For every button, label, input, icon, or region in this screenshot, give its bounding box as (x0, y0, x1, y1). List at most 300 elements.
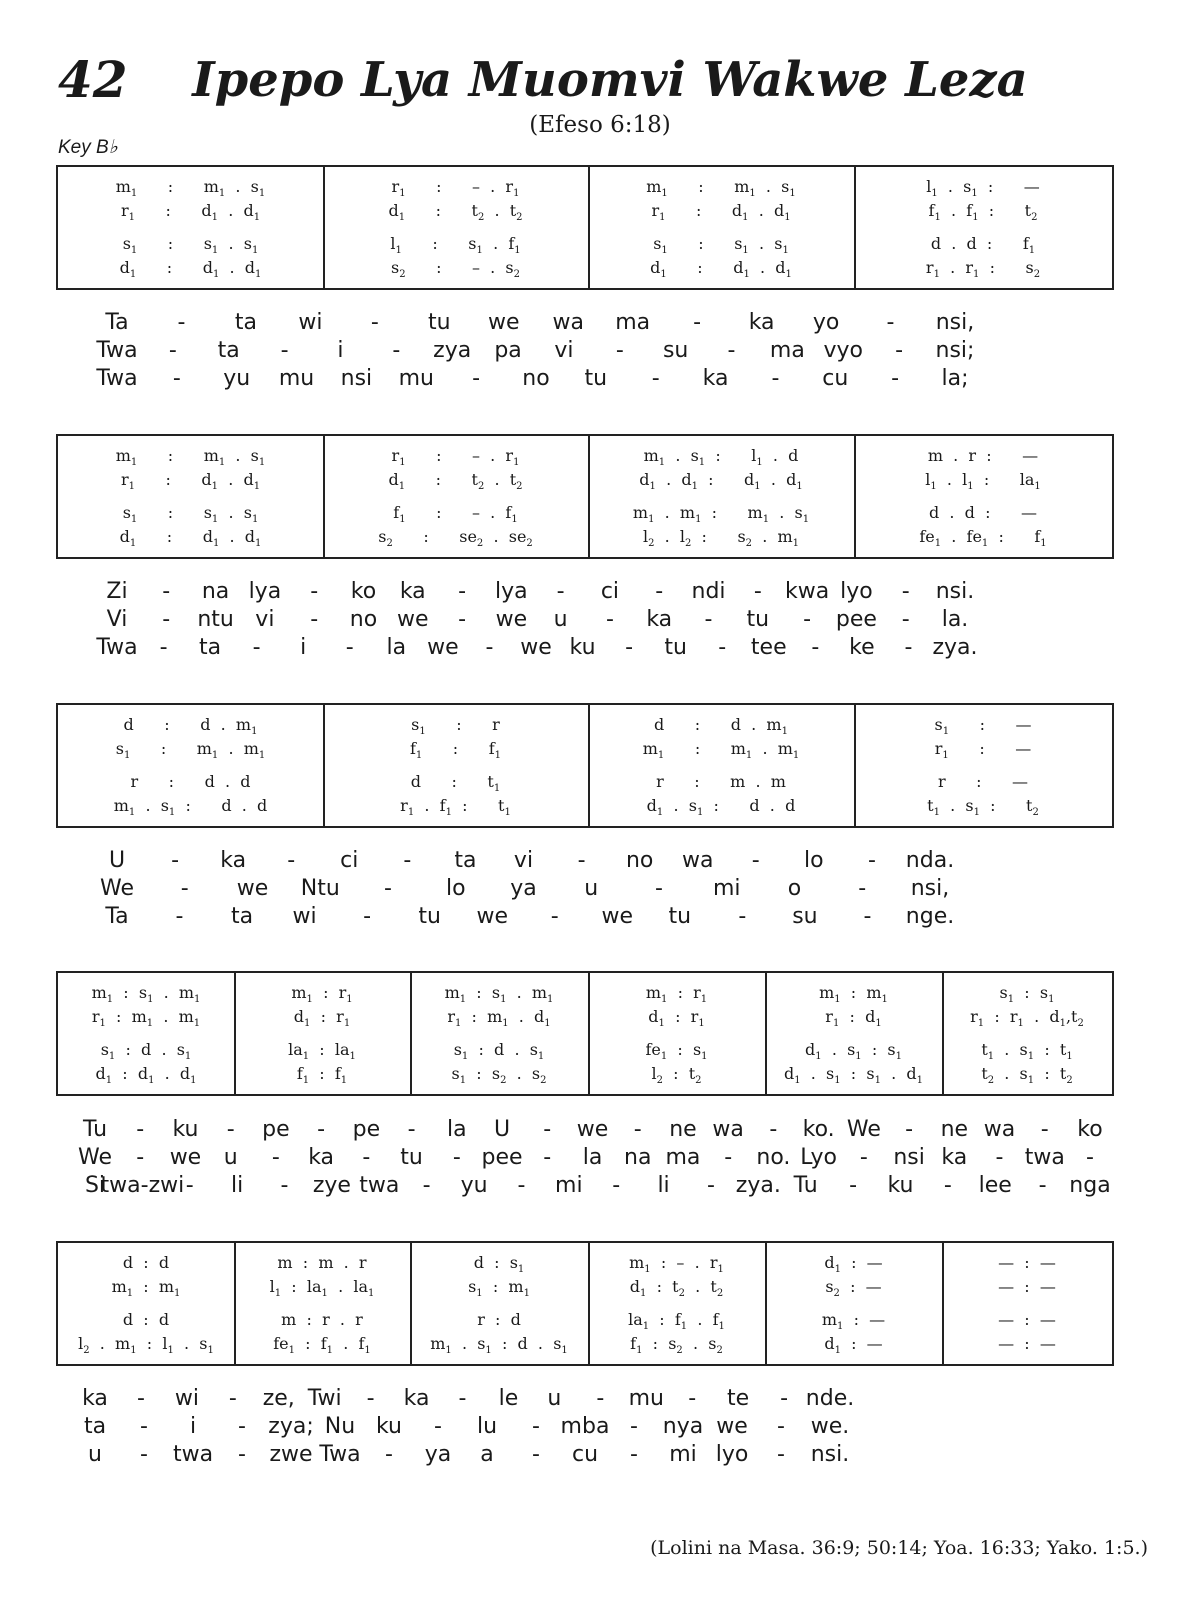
solfa-measure: d : d (122, 1310, 170, 1329)
solfa-measure: $d_1$ : $r_1$ (293, 1007, 351, 1030)
lyric-syllable: te (727, 1386, 750, 1411)
lyric-syllable: ko (350, 579, 377, 604)
lyric-syllable: Nu (324, 1414, 356, 1439)
lyric-syllable: su (662, 338, 689, 363)
solfa-measure: $d_1$ . $d_1$ : $d_1$ . $d_1$ (639, 470, 803, 493)
lyric-syllable: lu (476, 1414, 498, 1439)
lyric-syllable: ci (340, 848, 359, 873)
lyric-syllable: ku (569, 635, 596, 660)
lyric-syllable: tu (584, 366, 608, 391)
solfa-measure: d : d (122, 1253, 170, 1272)
lyric-syllable: Ntu (300, 876, 340, 901)
lyric-hyphen: - (630, 1414, 638, 1439)
lyric-hyphen: - (252, 635, 261, 660)
lyric-hyphen: - (136, 1386, 145, 1411)
solfa-measure: $m_1$ : $m_1$ . $s_1$ (646, 177, 796, 200)
lyric-syllable: tu (668, 904, 692, 929)
lyric-syllable: ku (375, 1414, 403, 1439)
lyric-hyphen: - (136, 1117, 145, 1142)
lyric-syllable: mu (628, 1386, 664, 1411)
lyric-hyphen: - (901, 607, 910, 632)
lyric-syllable: ta (217, 338, 240, 363)
lyric-syllable: ka (748, 310, 775, 335)
lyric-line (0, 876, 1200, 902)
solfa-measure: $l_2$ : $t_2$ (651, 1064, 702, 1087)
solfa-measure: $d_1$ : $d_1$ . $d_1$ (119, 527, 262, 550)
lyric-syllable: ka (399, 579, 426, 604)
lyric-hyphen: - (310, 607, 319, 632)
lyric-hyphen: - (159, 635, 168, 660)
lyric-hyphen: - (485, 635, 494, 660)
solfa-measure: — : — (998, 1253, 1056, 1272)
lyric-syllable: Twa (96, 338, 138, 363)
solfa-measure: $r_1$ : $d_1$ (825, 1007, 882, 1030)
lyric-line (0, 1442, 1200, 1468)
solfa-measure: $r_1$ : – . $r_1$ (391, 446, 520, 469)
solfa-measure: r : — (937, 772, 1029, 791)
lyric-syllable: Tu (82, 1117, 108, 1142)
lyric-syllable: zya; (268, 1414, 314, 1439)
solfa-measure: $m_1$ : $s_1$ . $m_1$ (91, 983, 201, 1006)
lyric-syllable: nge. (905, 904, 955, 929)
lyric-hyphen: - (472, 366, 481, 391)
lyric-syllable: Twa (319, 1442, 361, 1467)
lyric-line (0, 338, 1200, 364)
lyric-hyphen: - (162, 579, 171, 604)
solfa-measure: — : — (998, 1310, 1056, 1329)
lyric-hyphen: - (655, 579, 664, 604)
lyric-syllable: ya (424, 1442, 452, 1467)
lyric-hyphen: - (651, 366, 660, 391)
solfa-measure: $l_2$ . $m_1$ : $l_1$ . $s_1$ (78, 1334, 214, 1357)
lyric-syllable: la (447, 1117, 467, 1142)
solfa-measure: $l_1$ . $s_1$ : — (926, 177, 1040, 200)
lyric-syllable: nsi. (810, 1442, 850, 1467)
lyric-hyphen: - (771, 366, 780, 391)
lyric-syllable: vi (255, 607, 275, 632)
solfa-measure: d : $s_1$ (473, 1253, 525, 1276)
lyric-syllable: nsi, (910, 876, 950, 901)
lyric-syllable: i (300, 635, 307, 660)
lyric-hyphen: - (858, 876, 867, 901)
lyric-hyphen: - (596, 1386, 605, 1411)
solfa-measure: $d_1$ : $t_2$ . $t_2$ (388, 470, 523, 493)
lyric-hyphen: - (753, 579, 762, 604)
solfa-measure: m : r . r (281, 1310, 363, 1329)
lyric-hyphen: - (228, 1386, 237, 1411)
lyric-hyphen: - (769, 1117, 778, 1142)
lyric-syllable: no (522, 366, 550, 391)
lyric-hyphen: - (867, 848, 876, 873)
lyric-syllable: nga (1069, 1173, 1111, 1198)
lyric-hyphen: - (633, 1117, 642, 1142)
staff-system-4 (56, 971, 1114, 1096)
lyric-syllable: mu (398, 366, 434, 391)
lyric-hyphen: - (171, 848, 180, 873)
lyric-syllable: zya. (932, 635, 978, 660)
lyric-syllable: tu (400, 1145, 423, 1170)
lyric-hyphen: - (706, 1173, 715, 1198)
lyric-syllable: we (169, 1145, 202, 1170)
staff-system-3 (56, 703, 1114, 828)
lyric-syllable: ku (887, 1173, 914, 1198)
lyric-hyphen: - (280, 1173, 289, 1198)
lyric-hyphen: - (630, 1442, 638, 1467)
footer-references: (Lolini na Masa. 36:9; 50:14; Yoa. 16:33; Yako. 1:5.) (650, 1537, 1148, 1559)
lyric-syllable: we. (810, 1414, 850, 1439)
solfa-measure: $d_1$ : $d_1$ . $d_1$ (119, 258, 262, 281)
solfa-measure: $la_1$ : $f_1$ . $f_1$ (628, 1310, 725, 1333)
solfa-measure: $s_1$ : $m_1$ (468, 1277, 530, 1300)
solfa-measure: $d_1$ : $t_2$ . $t_2$ (388, 201, 523, 224)
staff-system-5 (56, 1241, 1114, 1366)
lyric-syllable: wa (681, 848, 714, 873)
lyric-hyphen: - (140, 1414, 148, 1439)
lyric-syllable: We (100, 876, 134, 901)
lyric-syllable: mi (669, 1442, 697, 1467)
solfa-measure: r : d (477, 1310, 521, 1329)
lyric-syllable: ka (403, 1386, 430, 1411)
lyric-syllable: ne (669, 1117, 697, 1142)
lyric-syllable: Twa (96, 635, 138, 660)
lyric-syllable: la. (941, 607, 969, 632)
lyric-hyphen: - (168, 338, 177, 363)
lyric-hyphen: - (605, 607, 614, 632)
lyric-syllable: ku (172, 1117, 199, 1142)
lyric-hyphen: - (280, 338, 289, 363)
lyric-syllable: lyo (840, 579, 873, 604)
lyric-hyphen: - (366, 1386, 375, 1411)
solfa-measure: $l_1$ . $l_1$ : $la_1$ (925, 470, 1041, 493)
lyric-hyphen: - (688, 1386, 697, 1411)
lyric-syllable: pee (481, 1145, 523, 1170)
solfa-measure: d . d : — (929, 503, 1037, 522)
lyric-syllable: li (657, 1173, 670, 1198)
lyric-hyphen: - (271, 1145, 280, 1170)
lyric-syllable: ta (454, 848, 477, 873)
lyric-syllable: la (582, 1145, 603, 1170)
solfa-measure: $s_1$ : $s_1$ (999, 983, 1055, 1006)
lyric-syllable: pe (262, 1117, 290, 1142)
solfa-measure: d : d . $m_1$ (654, 715, 788, 738)
lyric-syllable: U (493, 1117, 511, 1142)
lyric-syllable: i (337, 338, 344, 363)
lyric-hyphen: - (172, 366, 181, 391)
lyric-syllable: tu (664, 635, 687, 660)
lyric-syllable: u (584, 876, 599, 901)
lyric-syllable: nde. (805, 1386, 855, 1411)
solfa-measure: m : m . r (277, 1253, 367, 1272)
solfa-measure: $fe_1$ : $f_1$ . $f_1$ (273, 1334, 371, 1357)
lyric-syllable: ka (941, 1145, 968, 1170)
lyric-line (0, 579, 1200, 605)
lyric-syllable: wi (292, 904, 317, 929)
lyric-syllable: ta (234, 310, 257, 335)
solfa-measure: $r_1$ : $d_1$ . $d_1$ (120, 201, 261, 224)
lyric-syllable: na (624, 1145, 652, 1170)
lyric-hyphen: - (751, 848, 760, 873)
lyric-syllable: we (576, 1117, 609, 1142)
lyric-syllable: ka (308, 1145, 335, 1170)
hymn-number: 42 (58, 50, 128, 109)
lyric-syllable: vi (554, 338, 574, 363)
lyric-line (0, 1173, 1200, 1199)
lyric-syllable: yo (812, 310, 840, 335)
lyric-syllable: we (520, 635, 552, 660)
solfa-measure: $fe_1$ : $s_1$ (645, 1040, 708, 1063)
solfa-measure: $f_1$ : $s_2$ . $s_2$ (630, 1334, 723, 1357)
lyric-line (0, 1414, 1200, 1440)
lyric-syllable: nsi (893, 1145, 925, 1170)
solfa-measure: $d_1$ : $r_1$ (648, 1007, 705, 1030)
lyric-hyphen: - (532, 1414, 540, 1439)
lyric-syllable: ka (646, 607, 673, 632)
lyric-syllable: i (189, 1414, 197, 1439)
lyric-syllable: ma (615, 310, 651, 335)
solfa-measure: $d_1$ : — (824, 1334, 883, 1357)
solfa-measure: $l_1$ : $s_1$ . $f_1$ (390, 234, 521, 257)
lyric-syllable: Ta (105, 310, 129, 335)
lyric-syllable: Si (84, 1173, 106, 1198)
lyric-syllable: we (488, 310, 520, 335)
solfa-measure: $s_1$ : d . $s_1$ (453, 1040, 545, 1063)
solfa-measure: $f_1$ : $f_1$ (409, 739, 501, 762)
lyric-line (0, 366, 1200, 392)
solfa-measure: $fe_1$ . $fe_1$ : $f_1$ (919, 527, 1047, 550)
solfa-measure: $s_1$ : $s_2$ . $s_2$ (451, 1064, 547, 1087)
lyric-hyphen: - (550, 904, 559, 929)
lyric-hyphen: - (943, 1173, 952, 1198)
solfa-measure: $l_1$ : $la_1$ . $la_1$ (269, 1277, 375, 1300)
lyric-hyphen: - (162, 607, 171, 632)
lyric-syllable: we (476, 904, 508, 929)
lyric-syllable: we (236, 876, 269, 901)
lyric-hyphen: - (1038, 1173, 1047, 1198)
lyric-hyphen: - (556, 579, 565, 604)
lyric-syllable: pe (352, 1117, 381, 1142)
solfa-measure: d : d . $m_1$ (123, 715, 258, 738)
lyric-hyphen: - (434, 1414, 442, 1439)
solfa-measure: $f_1$ : – . $f_1$ (393, 503, 518, 526)
solfa-measure: $m_1$ : $m_1$ . $m_1$ (642, 739, 800, 762)
lyric-syllable: wi (298, 310, 323, 335)
lyric-syllable: ta (199, 635, 222, 660)
lyric-syllable: we (495, 607, 528, 632)
lyric-hyphen: - (738, 904, 747, 929)
solfa-measure: $s_1$ : d . $s_1$ (100, 1040, 192, 1063)
lyric-hyphen: - (226, 1117, 235, 1142)
solfa-measure: r : d . d (130, 772, 251, 791)
lyric-syllable: twa (1024, 1145, 1065, 1170)
lyric-hyphen: - (724, 1145, 733, 1170)
lyric-syllable: zya. (735, 1173, 781, 1198)
lyric-syllable: ndi (691, 579, 726, 604)
lyric-hyphen: - (543, 1117, 552, 1142)
solfa-measure: d : $t_1$ (410, 772, 501, 795)
solfa-measure: $f_1$ . $f_1$ : $t_2$ (928, 201, 1038, 224)
lyric-syllable: we (396, 607, 429, 632)
lyric-syllable: ka (702, 366, 729, 391)
lyric-syllable: ko. (802, 1117, 835, 1142)
lyric-syllable: nsi, (935, 310, 975, 335)
lyric-hyphen: - (777, 1414, 785, 1439)
lyric-hyphen: - (287, 848, 296, 873)
lyric-hyphen: - (362, 1145, 371, 1170)
solfa-measure: $d_1$ . $s_1$ : d . d (646, 796, 796, 819)
lyric-syllable: cu (822, 366, 849, 391)
lyric-line (0, 310, 1200, 336)
lyric-hyphen: - (177, 310, 186, 335)
lyric-syllable: mi (555, 1173, 583, 1198)
lyric-hyphen: - (905, 1117, 914, 1142)
lyric-hyphen: - (886, 310, 895, 335)
lyric-syllable: mi (712, 876, 741, 901)
lyric-syllable: mba (560, 1414, 610, 1439)
lyric-hyphen: - (317, 1117, 326, 1142)
lyric-syllable: o (787, 876, 802, 901)
lyric-hyphen: - (385, 1442, 393, 1467)
solfa-measure: $d_1$ . $s_1$ : $s_1$ . $d_1$ (783, 1064, 923, 1087)
lyric-syllable: pa (494, 338, 522, 363)
lyric-syllable: a (480, 1442, 494, 1467)
solfa-measure: $r_1$ : – . $r_1$ (391, 177, 520, 200)
lyric-syllable: wa (712, 1117, 744, 1142)
lyric-syllable: zye (312, 1173, 351, 1198)
solfa-measure: $m_1$ . $m_1$ : $m_1$ . $s_1$ (632, 503, 810, 526)
solfa-measure: $f_1$ : $f_1$ (296, 1064, 348, 1087)
lyric-hyphen: - (704, 607, 713, 632)
solfa-measure: $t_2$ . $s_1$ : $t_2$ (981, 1064, 1073, 1087)
lyric-syllable: pee (835, 607, 877, 632)
lyric-syllable: vyo (823, 338, 864, 363)
solfa-measure: $l_2$ . $l_2$ : $s_2$ . $m_1$ (642, 527, 800, 550)
lyric-syllable: yu (460, 1173, 488, 1198)
solfa-measure: $s_1$ : $s_1$ . $s_1$ (122, 503, 259, 526)
lyric-hyphen: - (392, 338, 401, 363)
lyric-hyphen: - (811, 635, 820, 660)
lyric-syllable: Twa (96, 366, 138, 391)
lyric-hyphen: - (363, 904, 372, 929)
lyric-syllable: ya (510, 876, 537, 901)
lyric-hyphen: - (780, 1386, 789, 1411)
lyric-hyphen: - (238, 1442, 246, 1467)
solfa-measure: $m_1$ : $m_1$ (819, 983, 888, 1006)
solfa-measure: r : m . m (656, 772, 786, 791)
lyric-syllable: u (553, 607, 568, 632)
lyric-hyphen: - (452, 1145, 461, 1170)
lyric-hyphen: - (895, 338, 904, 363)
solfa-measure: $r_1$ . $f_1$ : $t_1$ (400, 796, 511, 819)
solfa-measure: $m_1$ : $m_1$ (111, 1277, 181, 1300)
lyric-syllable: u (547, 1386, 562, 1411)
lyric-syllable: we (716, 1414, 748, 1439)
lyric-syllable: twa-zwi (100, 1173, 185, 1198)
lyric-syllable: wa (552, 310, 584, 335)
solfa-measure: $t_1$ . $s_1$ : $t_1$ (981, 1040, 1073, 1063)
lyric-syllable: tee (750, 635, 787, 660)
solfa-measure: — : — (998, 1334, 1056, 1353)
solfa-measure: $r_1$ : $m_1$ . $m_1$ (91, 1007, 201, 1030)
lyric-hyphen: - (777, 1442, 785, 1467)
solfa-measure: $s_2$ : — (825, 1277, 882, 1300)
lyric-syllable: ta (231, 904, 254, 929)
solfa-measure: — : — (998, 1277, 1056, 1296)
solfa-measure: $m_1$ : $s_1$ . $m_1$ (444, 983, 554, 1006)
lyric-hyphen: - (1086, 1145, 1094, 1170)
lyric-syllable: ma (665, 1145, 701, 1170)
lyric-hyphen: - (140, 1442, 148, 1467)
solfa-measure: $r_1$ : $d_1$ . $d_1$ (120, 470, 261, 493)
lyric-hyphen: - (849, 1173, 858, 1198)
lyric-syllable: Zi (106, 579, 128, 604)
lyric-hyphen: - (1040, 1117, 1049, 1142)
lyric-line (0, 1117, 1200, 1143)
lyric-syllable: u (88, 1442, 102, 1467)
lyric-syllable: u (223, 1145, 238, 1170)
lyric-hyphen: - (859, 1145, 868, 1170)
lyric-hyphen: - (577, 848, 586, 873)
lyric-syllable: lo (445, 876, 466, 901)
solfa-measure: $m_1$ . $s_1$ : d . d (113, 796, 268, 819)
lyric-syllable: twa (172, 1442, 214, 1467)
lyric-line (0, 904, 1200, 930)
lyric-syllable: we (601, 904, 634, 929)
lyric-syllable: le (498, 1386, 519, 1411)
lyric-syllable: U (108, 848, 126, 873)
solfa-measure: $r_1$ : — (934, 739, 1032, 762)
lyric-syllable: Tu (793, 1173, 818, 1198)
lyric-line (0, 1386, 1200, 1412)
lyric-line (0, 607, 1200, 633)
lyric-syllable: lo (804, 848, 824, 873)
lyric-syllable: Twi (307, 1386, 342, 1411)
solfa-measure: $d_1$ : $d_1$ . $d_1$ (95, 1064, 197, 1087)
solfa-measure: $r_1$ . $r_1$ : $s_2$ (925, 258, 1041, 281)
solfa-measure: $r_1$ : $d_1$ . $d_1$ (651, 201, 791, 224)
lyric-syllable: no (349, 607, 378, 632)
lyric-syllable: nya (662, 1414, 704, 1439)
solfa-measure: $la_1$ : $la_1$ (288, 1040, 356, 1063)
solfa-measure: $d_1$ . $s_1$ : $s_1$ (805, 1040, 902, 1063)
lyric-hyphen: - (384, 876, 392, 901)
lyric-syllable: cu (571, 1442, 599, 1467)
lyric-syllable: Vi (106, 607, 128, 632)
lyric-syllable: Ta (105, 904, 129, 929)
solfa-measure: $m_1$ : $m_1$ . $s_1$ (115, 446, 266, 469)
lyric-hyphen: - (180, 876, 189, 901)
solfa-measure: $m_1$ : — (821, 1310, 886, 1333)
solfa-measure: $s_1$ : — (934, 715, 1032, 738)
lyric-hyphen: - (612, 1173, 621, 1198)
lyric-hyphen: - (543, 1145, 552, 1170)
lyric-syllable: vi (513, 848, 534, 873)
solfa-measure: $s_1$ : $s_1$ . $s_1$ (122, 234, 259, 257)
lyric-syllable: kwa (785, 579, 830, 604)
solfa-measure: $d_1$ : — (824, 1253, 883, 1276)
lyric-hyphen: - (718, 635, 727, 660)
lyric-hyphen: - (803, 607, 812, 632)
lyric-line (0, 635, 1200, 661)
solfa-measure: $m_1$ . $s_1$ : d . $s_1$ (430, 1334, 568, 1357)
lyric-hyphen: - (407, 1117, 416, 1142)
scripture-reference: (Efeso 6:18) (529, 112, 671, 138)
lyric-syllable: ta (83, 1414, 107, 1439)
lyric-syllable: tu (418, 904, 441, 929)
lyric-syllable: zya (433, 338, 472, 363)
lyric-syllable: ko (1077, 1117, 1103, 1142)
solfa-measure: $s_1$ : r (411, 715, 500, 738)
solfa-measure: $m_1$ : – . $r_1$ (629, 1253, 724, 1276)
